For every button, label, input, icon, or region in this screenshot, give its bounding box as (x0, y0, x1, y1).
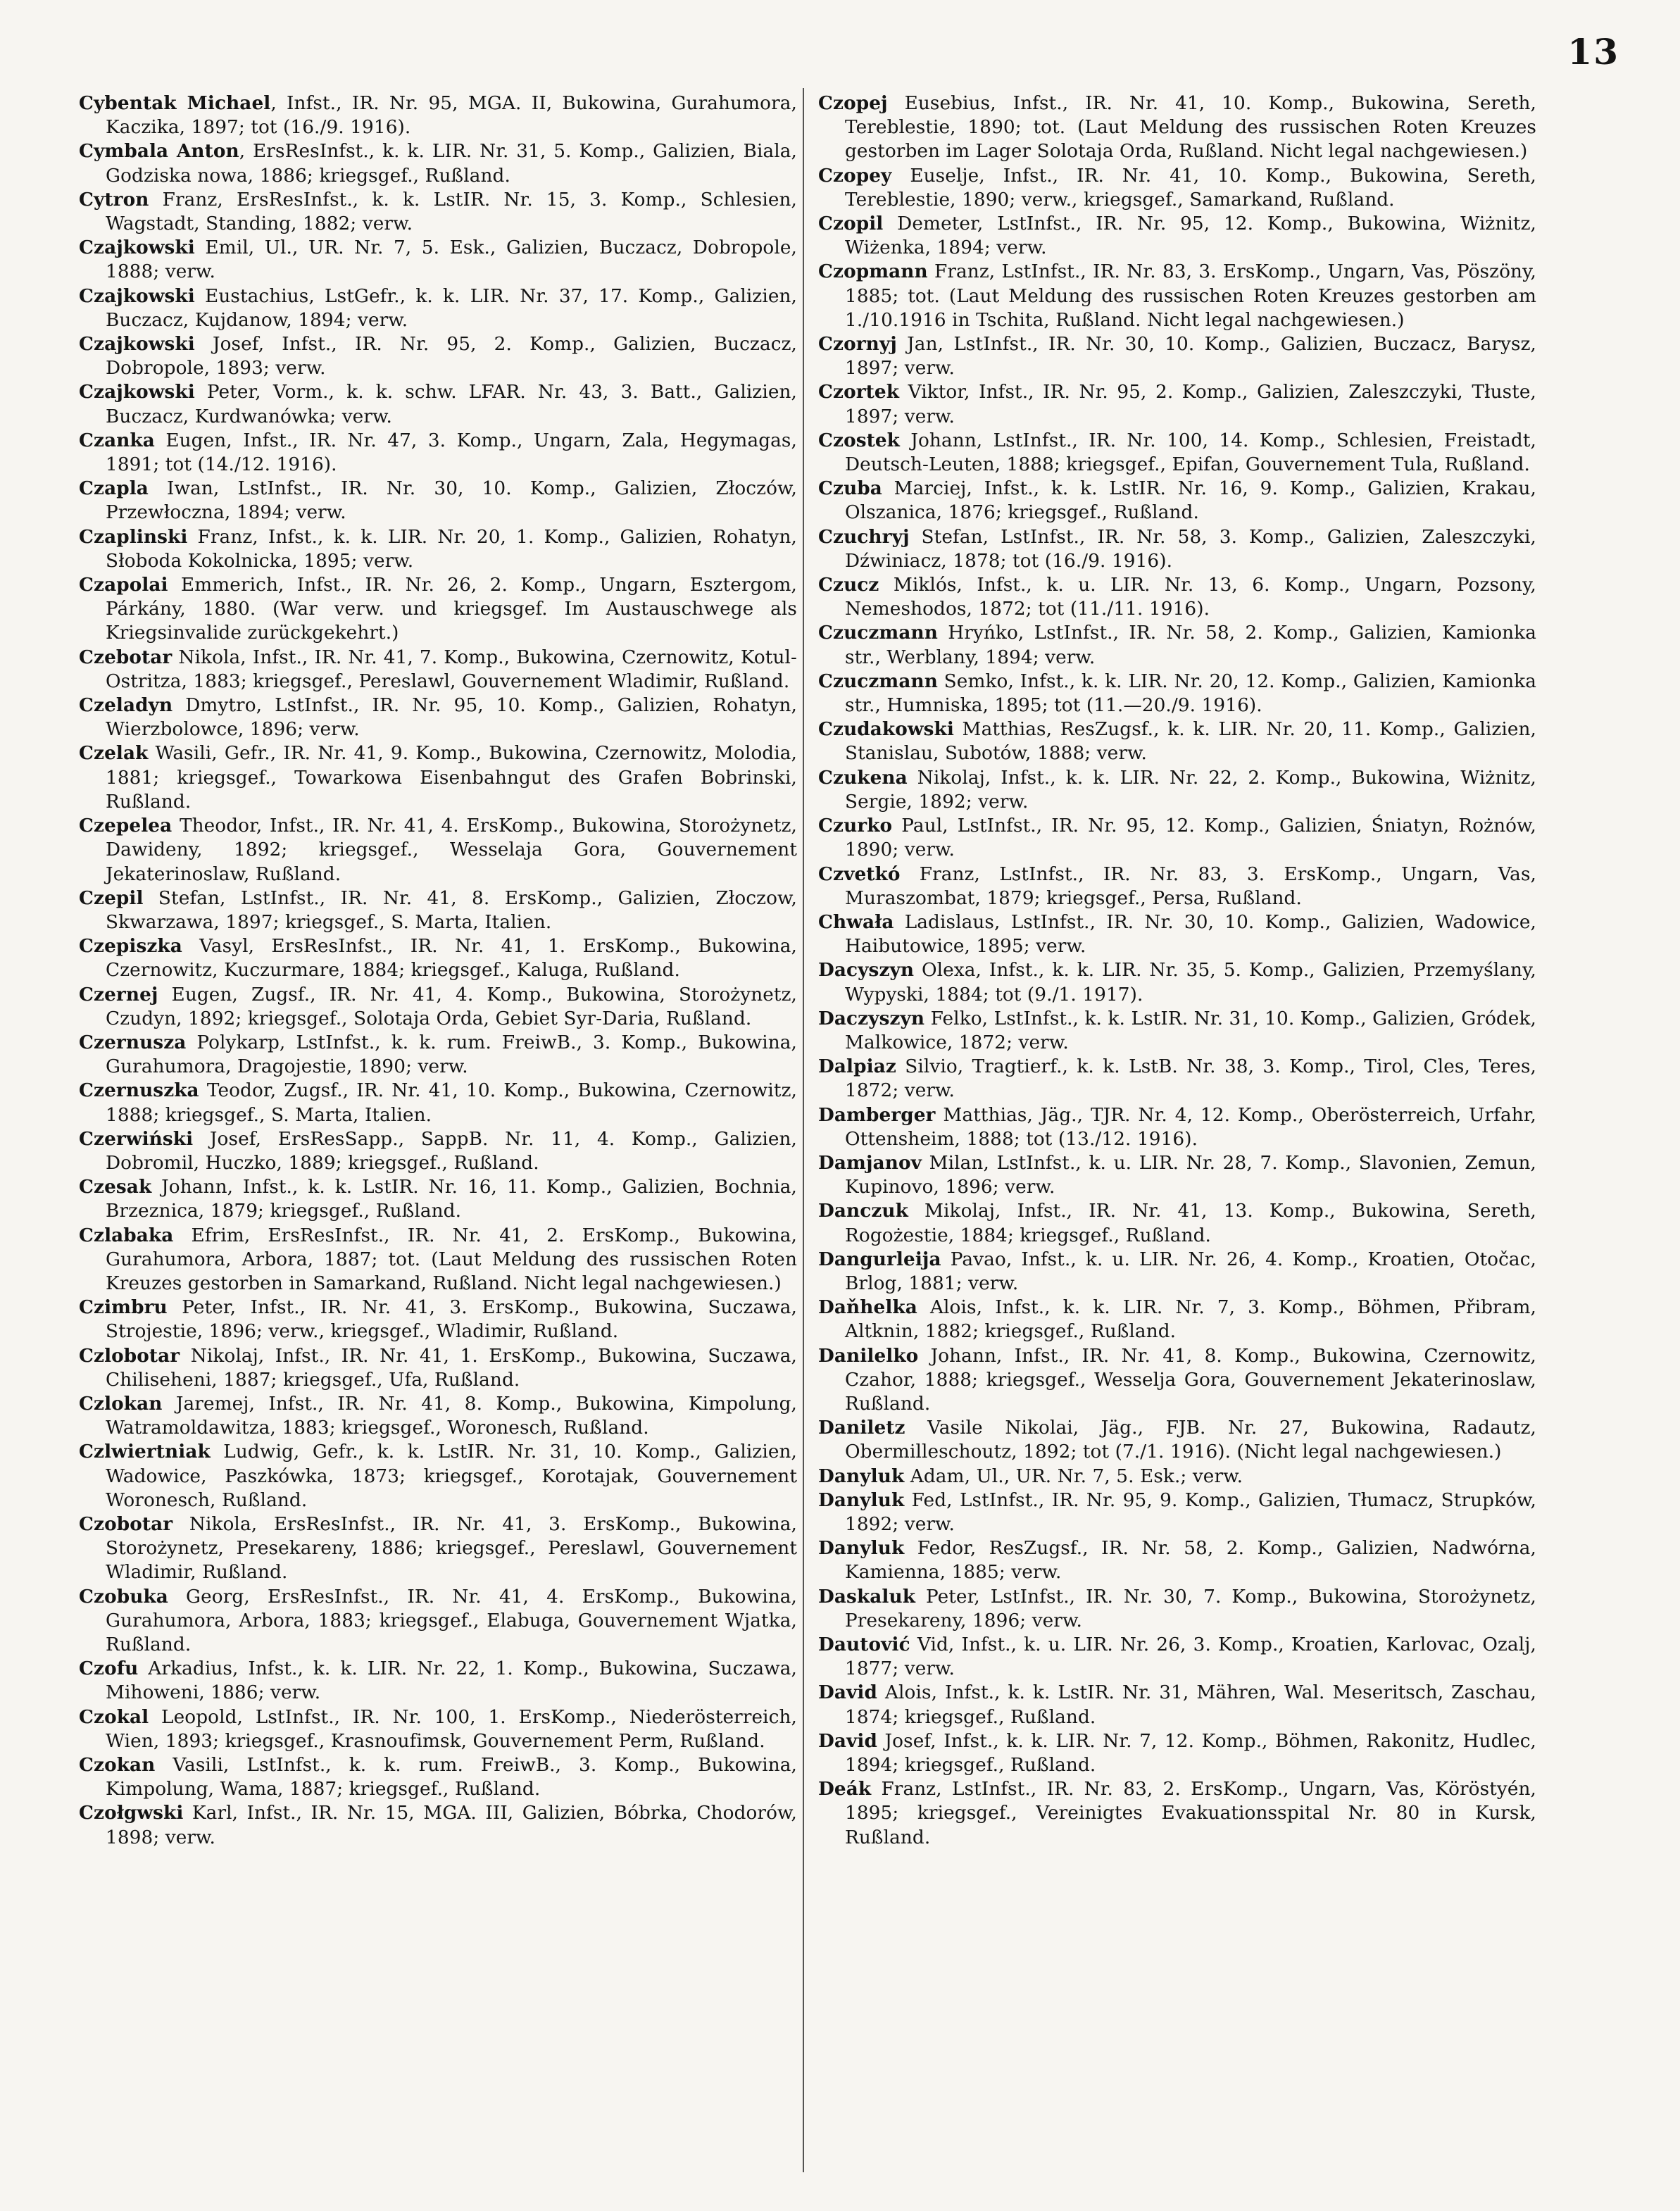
list-entry (818, 332, 1536, 380)
list-entry (79, 1657, 797, 1705)
list-entry (818, 863, 1536, 910)
list-entry (79, 741, 797, 814)
entry-surname: Czimbru (79, 1296, 168, 1319)
entry-details: Wasili, Gefr., IR. Nr. 41, 9. Komp., Bukowina, Czernowitz, Molodia, 1881; kriegsgef., Towarkowa Eisenbahngut des Grafen Bobrinski, Rußland. (106, 743, 797, 813)
entry-details: Johann, LstInfst., IR. Nr. 100, 14. Komp., Schlesien, Freistadt, Deutsch-Leuten, 1888; kriegsgef., Epifan, Gouvernement Tula, Rußland. (845, 430, 1536, 476)
entry-surname: Danczuk (818, 1200, 908, 1222)
entry-surname: Czopej (818, 92, 888, 114)
entry-surname: Dalpiaz (818, 1056, 896, 1078)
list-entry (79, 1753, 797, 1801)
entry-details: Demeter, LstInfst., IR. Nr. 95, 12. Komp., Bukowina, Wiżnitz, Wiżenka, 1894; verw. (845, 213, 1536, 259)
entry-details: Franz, Infst., k. k. LIR. Nr. 20, 1. Komp., Galizien, Rohatyn, Słoboda Kokolnicka, 1895; verw. (106, 526, 797, 572)
list-entry (818, 525, 1536, 573)
entry-details: Euselje, Infst., IR. Nr. 41, 10. Komp., Bukowina, Sereth, Tereblestie, 1890; verw., kriegsgef., Samarkand, Rußland. (845, 165, 1536, 211)
entry-details: Nikolaj, Infst., IR. Nr. 41, 1. ErsKomp., Bukowina, Suczawa, Chiliseheni, 1887; kriegsgef., Ufa, Rußland. (106, 1345, 797, 1391)
entry-surname: David (818, 1681, 878, 1704)
list-entry (79, 380, 797, 428)
entry-details: Josef, Infst., k. k. LIR. Nr. 7, 12. Komp., Böhmen, Rakonitz, Hudlec, 1894; kriegsgef., Rußland. (845, 1730, 1536, 1777)
entry-details: Ludwig, Gefr., k. k. LstIR. Nr. 31, 10. Komp., Galizien, Wadowice, Paszkówka, 1873; kriegsgef., Korotajak, Gouvernement Woronesch, Rußland. (106, 1441, 797, 1511)
entry-details: Peter, Vorm., k. k. schw. LFAR. Nr. 43, 3. Batt., Galizien, Buczacz, Kurdwanówka; verw. (106, 382, 797, 427)
list-entry (818, 380, 1536, 428)
entry-surname: Daňhelka (818, 1296, 917, 1319)
entry-details: Matthias, Jäg., TJR. Nr. 4, 12. Komp., Oberösterreich, Urfahr, Ottensheim, 1888; tot (13./12. 1916). (845, 1104, 1536, 1150)
list-entry (818, 573, 1536, 621)
entry-surname: Czortek (818, 381, 900, 403)
list-entry (818, 1777, 1536, 1850)
list-entry (79, 332, 797, 380)
entry-surname: Czapla (79, 477, 149, 500)
entry-surname: Czvetkó (818, 863, 901, 885)
entry-details: Silvio, Tragtierf., k. k. LstB. Nr. 38, 3. Komp., Tirol, Cles, Teres, 1872; verw. (845, 1056, 1536, 1102)
list-entry (818, 670, 1536, 718)
entry-surname: Danilelko (818, 1344, 919, 1367)
entry-surname: Czuczmann (818, 670, 938, 692)
list-entry (79, 477, 797, 525)
entry-details: Fed, LstInfst., IR. Nr. 95, 9. Komp., Galizien, Tłumacz, Strupków, 1892; verw. (845, 1489, 1536, 1535)
entry-details: Nikolaj, Infst., k. k. LIR. Nr. 22, 2. Komp., Bukowina, Wiżnitz, Sergie, 1892; verw. (845, 767, 1536, 813)
entry-details: Emil, Ul., UR. Nr. 7, 5. Esk., Galizien, Buczacz, Dobropole, 1888; verw. (106, 237, 797, 283)
list-entry (818, 1465, 1536, 1489)
entry-details: Eugen, Zugsf., IR. Nr. 41, 4. Komp., Bukowina, Storożynetz, Czudyn, 1892; kriegsgef., Solotaja Orda, Gebiet Syr-Daria, Rußland. (106, 984, 797, 1029)
list-entry (79, 525, 797, 573)
entry-details: Alois, Infst., k. k. LIR. Nr. 7, 3. Komp., Böhmen, Přibram, Altknin, 1882; kriegsgef., Rußland. (845, 1297, 1536, 1343)
list-entry (818, 1633, 1536, 1681)
list-entry (818, 429, 1536, 477)
entry-surname: Czuchryj (818, 525, 910, 548)
list-entry (79, 1585, 797, 1658)
entry-surname: Daniletz (818, 1417, 905, 1439)
entry-surname: Czajkowski (79, 381, 195, 403)
entry-surname: Czernusza (79, 1031, 187, 1053)
list-entry (818, 1729, 1536, 1777)
entry-surname: Czepelea (79, 815, 173, 837)
entry-surname: Cytron (79, 188, 149, 211)
entry-details: Nikola, ErsResInfst., IR. Nr. 41, 3. ErsKomp., Bukowina, Storożynetz, Presekareny, 1886; kriegsgef., Pereslawl, Gouvernement Wladimir, Rußland. (106, 1513, 797, 1584)
entry-surname: Czeladyn (79, 694, 173, 717)
entry-details: Vasili, LstInfst., k. k. rum. FreiwB., 3. Komp., Bukowina, Kimpolung, Wama, 1887; kriegsgef., Rußland. (106, 1755, 797, 1800)
right-column (818, 92, 1536, 1850)
list-entry (818, 164, 1536, 212)
entry-surname: Czajkowski (79, 237, 195, 259)
entry-details: Franz, LstInfst., IR. Nr. 83, 3. ErsKomp., Ungarn, Vas, Pöszöny, 1885; tot. (Laut Meldung des russischen Roten Kreuzes gestorben am 1./10.1916 in Tschita, Rußland. Nicht legal nachgewiesen.) (845, 261, 1536, 331)
entry-surname: Dautović (818, 1634, 910, 1655)
entry-surname: Czopil (818, 213, 884, 235)
list-entry (79, 814, 797, 887)
entry-surname: Danyluk (818, 1465, 905, 1487)
entry-surname: David (818, 1729, 878, 1752)
list-entry (818, 1585, 1536, 1633)
entry-surname: Czajkowski (79, 333, 195, 356)
entry-details: Stefan, LstInfst., IR. Nr. 41, 8. ErsKomp., Galizien, Złoczow, Skwarzawa, 1897; kriegsgef., S. Marta, Italien. (106, 887, 797, 933)
page-number: 13 (1567, 31, 1619, 73)
entry-surname: Czobotar (79, 1512, 173, 1535)
list-entry (818, 1007, 1536, 1055)
entry-surname: Czudakowski (818, 718, 954, 741)
entry-surname: Czepiszka (79, 935, 182, 958)
list-entry (818, 1151, 1536, 1199)
entry-surname: Czernuszka (79, 1079, 199, 1102)
list-entry (818, 1416, 1536, 1464)
list-entry (79, 1705, 797, 1753)
entry-details: Jan, LstInfst., IR. Nr. 30, 10. Komp., Galizien, Buczacz, Barysz, 1897; verw. (845, 334, 1536, 380)
list-entry (79, 1392, 797, 1440)
entry-surname: Czaplinski (79, 525, 188, 548)
entry-details: Mikolaj, Infst., IR. Nr. 41, 13. Komp., Bukowina, Sereth, Rogożestie, 1884; kriegsgef., Rußland. (845, 1201, 1536, 1246)
entry-details: Leopold, LstInfst., IR. Nr. 100, 1. ErsKomp., Niederösterreich, Wien, 1893; kriegsgef., Krasnoufimsk, Gouvernement Perm, Rußland. (106, 1706, 797, 1752)
list-entry (818, 621, 1536, 669)
list-entry (818, 1344, 1536, 1417)
entry-details: Paul, LstInfst., IR. Nr. 95, 12. Komp., Galizien, Śniatyn, Rożnów, 1890; verw. (845, 815, 1536, 861)
list-entry (818, 212, 1536, 260)
entry-details: Johann, Infst., k. k. LstIR. Nr. 16, 11. Komp., Galizien, Bochnia, Brzeznica, 1879; kriegsgef., Rußland. (106, 1177, 797, 1222)
entry-details: Arkadius, Infst., k. k. LIR. Nr. 22, 1. Komp., Bukowina, Suczawa, Mihoweni, 1886; verw. (106, 1658, 797, 1704)
entry-surname: Czlabaka (79, 1224, 174, 1246)
entry-surname: Czuczmann (818, 622, 938, 644)
list-entry (818, 958, 1536, 1006)
entry-details: Stefan, LstInfst., IR. Nr. 58, 3. Komp., Galizien, Zaleszczyki, Dźwiniacz, 1878; tot (16./9. 1916). (845, 526, 1536, 572)
entry-details: , ErsResInfst., k. k. LIR. Nr. 31, 5. Komp., Galizien, Biala, Godziska nowa, 1886; kriegsgef., Rußland. (106, 141, 798, 187)
list-entry (818, 1489, 1536, 1536)
entry-surname: Czernej (79, 983, 158, 1006)
list-entry (818, 1296, 1536, 1343)
list-entry (818, 92, 1536, 164)
entry-surname: Czapolai (79, 574, 168, 596)
entry-surname: Chwała (818, 910, 894, 933)
list-entry (818, 814, 1536, 862)
entry-surname: Czajkowski (79, 284, 195, 307)
entry-details: Polykarp, LstInfst., k. k. rum. FreiwB., 3. Komp., Bukowina, Gurahumora, Dragojestie, 1890; verw. (106, 1032, 797, 1078)
entry-surname: Damberger (818, 1103, 936, 1126)
list-entry (79, 1440, 797, 1512)
list-entry (818, 260, 1536, 332)
entry-details: Nikola, Infst., IR. Nr. 41, 7. Komp., Bukowina, Czernowitz, Kotul-Ostritza, 1883; kriegsgef., Pereslawl, Gouvernement Wladimir, Rußland. (106, 646, 797, 692)
entry-details: Iwan, LstInfst., IR. Nr. 30, 10. Komp., Galizien, Złoczów, Przewłoczna, 1894; verw. (106, 478, 797, 524)
entry-details: Ladislaus, LstInfst., IR. Nr. 30, 10. Komp., Galizien, Wadowice, Haibutowice, 1895; verw. (845, 911, 1536, 958)
entry-details: Franz, LstInfst., IR. Nr. 83, 2. ErsKomp., Ungarn, Vas, Köröstyén, 1895; kriegsgef., Vereinigtes Evakuationsspital Nr. 80 in Kursk, Rußland. (845, 1779, 1536, 1848)
entry-surname: Czucz (818, 574, 879, 596)
list-entry (79, 1079, 797, 1127)
entry-surname: Czostek (818, 429, 901, 451)
list-entry (818, 910, 1536, 958)
list-entry (79, 1512, 797, 1585)
list-entry (79, 139, 797, 187)
entry-surname: Czofu (79, 1658, 139, 1680)
entry-surname: Czołgwski (79, 1802, 184, 1824)
entry-surname: Czurko (818, 815, 893, 837)
list-entry (79, 1224, 797, 1296)
entry-details: Johann, Infst., IR. Nr. 41, 8. Komp., Bukowina, Czernowitz, Czahor, 1888; kriegsgef., Wesselja Gora, Gouvernement Jekaterinoslaw, Rußland. (845, 1345, 1536, 1415)
entry-details: Efrim, ErsResInfst., IR. Nr. 41, 2. ErsKomp., Bukowina, Gurahumora, Arbora, 1887; tot. (Laut Meldung des russischen Roten Kreuzes gestorben in Samarkand, Rußland. Nicht legal nachgewiesen.) (106, 1224, 797, 1294)
entry-details: Peter, LstInfst., IR. Nr. 30, 7. Komp., Bukowina, Storożynetz, Presekareny, 1896; verw. (845, 1586, 1536, 1631)
left-column (79, 92, 797, 1850)
list-entry (79, 429, 797, 477)
entry-surname: Czuba (818, 477, 882, 500)
list-entry (79, 934, 797, 982)
list-entry (79, 646, 797, 694)
entry-surname: Czokan (79, 1754, 156, 1777)
entry-surname: Czanka (79, 429, 155, 451)
entry-details: Georg, ErsResInfst., IR. Nr. 41, 4. ErsKomp., Bukowina, Gurahumora, Arbora, 1883; kriegsgef., Elabuga, Gouvernement Wjatka, Rußland. (106, 1586, 797, 1655)
entry-details: Franz, ErsResInfst., k. k. LstIR. Nr. 15, 3. Komp., Schlesien, Wagstadt, Standing, 1882; verw. (106, 189, 797, 235)
entry-surname: Czlokan (79, 1392, 163, 1415)
list-entry (79, 1127, 797, 1175)
entry-details: Vasile Nikolai, Jäg., FJB. Nr. 27, Bukowina, Radautz, Obermilleschoutz, 1892; tot (7./1. 1916). (Nicht legal nachgewiesen.) (845, 1417, 1536, 1463)
entry-details: Eusebius, Infst., IR. Nr. 41, 10. Komp., Bukowina, Sereth, Tereblestie, 1890; tot. (Laut Meldung des russischen Roten Kreuzes gestorben im Lager Solotaja Orda, Rußland. Nicht legal nachgewiesen.) (845, 93, 1536, 163)
list-entry (818, 1103, 1536, 1151)
entry-details: Peter, Infst., IR. Nr. 41, 3. ErsKomp., Bukowina, Suczawa, Strojestie, 1896; verw., kriegsgef., Wladimir, Rußland. (106, 1297, 797, 1343)
entry-details: Matthias, ResZugsf., k. k. LIR. Nr. 20, 11. Komp., Galizien, Stanislau, Subotów, 1888; verw. (845, 719, 1536, 765)
list-entry (79, 92, 797, 139)
list-entry (79, 1175, 797, 1223)
entry-details: Josef, ErsResSapp., SappB. Nr. 11, 4. Komp., Galizien, Dobromil, Huczko, 1889; kriegsgef., Rußland. (106, 1128, 797, 1174)
entry-details: Josef, Infst., IR. Nr. 95, 2. Komp., Galizien, Buczacz, Dobropole, 1893; verw. (106, 334, 797, 380)
list-entry (818, 1248, 1536, 1296)
entry-surname: Czlobotar (79, 1344, 180, 1367)
list-entry (79, 284, 797, 332)
column-divider (803, 88, 804, 2172)
entry-surname: Czepil (79, 887, 144, 909)
entry-details: Eugen, Infst., IR. Nr. 47, 3. Komp., Ungarn, Zala, Hegymagas, 1891; tot (14./12. 1916). (106, 430, 797, 476)
entry-surname: Czlwiertniak (79, 1441, 211, 1463)
entry-surname: Cybentak Michael (79, 92, 271, 114)
entry-details: Pavao, Infst., k. u. LIR. Nr. 26, 4. Komp., Kroatien, Otočac, Brlog, 1881; verw. (845, 1248, 1536, 1294)
entry-surname: Daskaluk (818, 1585, 916, 1608)
entry-details: Hryńko, LstInfst., IR. Nr. 58, 2. Komp., Galizien, Kamionka str., Werblany, 1894; verw. (845, 622, 1536, 668)
list-entry (79, 694, 797, 741)
entry-details: Vid, Infst., k. u. LIR. Nr. 26, 3. Komp., Kroatien, Karlovac, Ozalj, 1877; verw. (845, 1634, 1536, 1680)
entry-details: Marciej, Infst., k. k. LstIR. Nr. 16, 9. Komp., Galizien, Krakau, Olszanica, 1876; kriegsgef., Rußland. (845, 478, 1536, 524)
list-entry (79, 887, 797, 934)
entry-surname: Dangurleija (818, 1248, 941, 1270)
entry-details: Theodor, Infst., IR. Nr. 41, 4. ErsKomp., Bukowina, Storożynetz, Dawideny, 1892; kriegsgef., Wesselaja Gora, Gouvernement Jekaterinoslaw, Rußland. (106, 815, 797, 885)
list-entry (818, 718, 1536, 765)
list-entry (818, 477, 1536, 525)
entry-details: Adam, Ul., UR. Nr. 7, 5. Esk.; verw. (904, 1465, 1243, 1487)
entry-surname: Czornyj (818, 333, 897, 356)
entry-details: Viktor, Infst., IR. Nr. 95, 2. Komp., Galizien, Zaleszczyki, Tłuste, 1897; verw. (845, 382, 1536, 427)
list-entry (79, 1344, 797, 1392)
list-entry (79, 573, 797, 646)
entry-details: Vasyl, ErsResInfst., IR. Nr. 41, 1. ErsKomp., Bukowina, Czernowitz, Kuczurmare, 1884; kriegsgef., Kaluga, Rußland. (106, 936, 797, 982)
entry-details: Franz, LstInfst., IR. Nr. 83, 3. ErsKomp., Ungarn, Vas, Muraszombat, 1879; kriegsgef., Persa, Rußland. (845, 863, 1536, 909)
entry-surname: Czesak (79, 1176, 152, 1198)
entry-surname: Danyluk (818, 1489, 905, 1511)
entry-surname: Czokal (79, 1705, 149, 1728)
entry-surname: Czobuka (79, 1585, 168, 1608)
entry-surname: Dacyszyn (818, 959, 915, 982)
entry-details: Olexa, Infst., k. k. LIR. Nr. 35, 5. Komp., Galizien, Przemyślany, Wypyski, 1884; tot (9./1. 1917). (845, 960, 1536, 1006)
entry-surname: Czelak (79, 742, 149, 765)
list-entry (79, 983, 797, 1031)
entry-surname: Czerwiński (79, 1127, 194, 1150)
entry-surname: Deák (818, 1778, 872, 1800)
entry-surname: Daczyszyn (818, 1007, 925, 1029)
list-entry (818, 1055, 1536, 1103)
list-entry (79, 1296, 797, 1343)
entry-details: Alois, Infst., k. k. LstIR. Nr. 31, Mähren, Wal. Meseritsch, Zaschau, 1874; kriegsgef., Rußland. (845, 1682, 1536, 1728)
entry-details: Jaremej, Infst., IR. Nr. 41, 8. Komp., Bukowina, Kimpolung, Watramoldawitza, 1883; kriegsgef., Woronesch, Rußland. (106, 1393, 797, 1439)
list-entry (818, 766, 1536, 814)
entry-surname: Damjanov (818, 1151, 922, 1174)
entry-surname: Czopmann (818, 261, 928, 283)
entry-details: Eustachius, LstGefr., k. k. LIR. Nr. 37, 17. Komp., Galizien, Buczacz, Kujdanow, 1894; verw. (106, 285, 797, 331)
list-entry (79, 1801, 797, 1849)
list-entry (79, 1031, 797, 1079)
entry-surname: Czopey (818, 164, 892, 187)
list-entry (79, 236, 797, 284)
entry-details: Miklós, Infst., k. u. LIR. Nr. 13, 6. Komp., Ungarn, Pozsony, Nemeshodos, 1872; tot (11./11. 1916). (845, 575, 1536, 620)
entry-details: Felko, LstInfst., k. k. LstIR. Nr. 31, 10. Komp., Galizien, Gródek, Malkowice, 1872; verw. (845, 1008, 1536, 1053)
list-entry (79, 188, 797, 236)
list-entry (818, 1536, 1536, 1584)
list-entry (818, 1199, 1536, 1247)
entry-surname: Czebotar (79, 646, 173, 668)
list-entry (818, 1681, 1536, 1729)
entry-details: Fedor, ResZugsf., IR. Nr. 58, 2. Komp., Galizien, Nadwórna, Kamienna, 1885; verw. (845, 1538, 1536, 1584)
entry-details: Karl, Infst., IR. Nr. 15, MGA. III, Galizien, Bóbrka, Chodorów, 1898; verw. (106, 1803, 797, 1848)
entry-details: Emmerich, Infst., IR. Nr. 26, 2. Komp., Ungarn, Esztergom, Párkány, 1880. (War verw. und kriegsgef. Im Austauschwege als Kriegsinvalide zurückgekehrt.) (106, 575, 797, 644)
entry-details: Semko, Infst., k. k. LIR. Nr. 20, 12. Komp., Galizien, Kamionka str., Humniska, 1895; tot (11.—20./9. 1916). (845, 670, 1536, 717)
entry-details: Milan, LstInfst., k. u. LIR. Nr. 28, 7. Komp., Slavonien, Zemun, Kupinovo, 1896; verw. (845, 1152, 1536, 1198)
entry-surname: Cymbala Anton (79, 140, 239, 163)
entry-details: Dmytro, LstInfst., IR. Nr. 95, 10. Komp., Galizien, Rohatyn, Wierzbolowce, 1896; verw. (106, 695, 797, 741)
entry-details: , Infst., IR. Nr. 95, MGA. II, Bukowina, Gurahumora, Kaczika, 1897; tot (16./9. 1916). (106, 93, 797, 139)
entry-surname: Danyluk (818, 1537, 905, 1560)
entry-details: Teodor, Zugsf., IR. Nr. 41, 10. Komp., Bukowina, Czernowitz, 1888; kriegsgef., S. Marta, Italien. (106, 1080, 797, 1126)
entry-surname: Czukena (818, 766, 908, 789)
